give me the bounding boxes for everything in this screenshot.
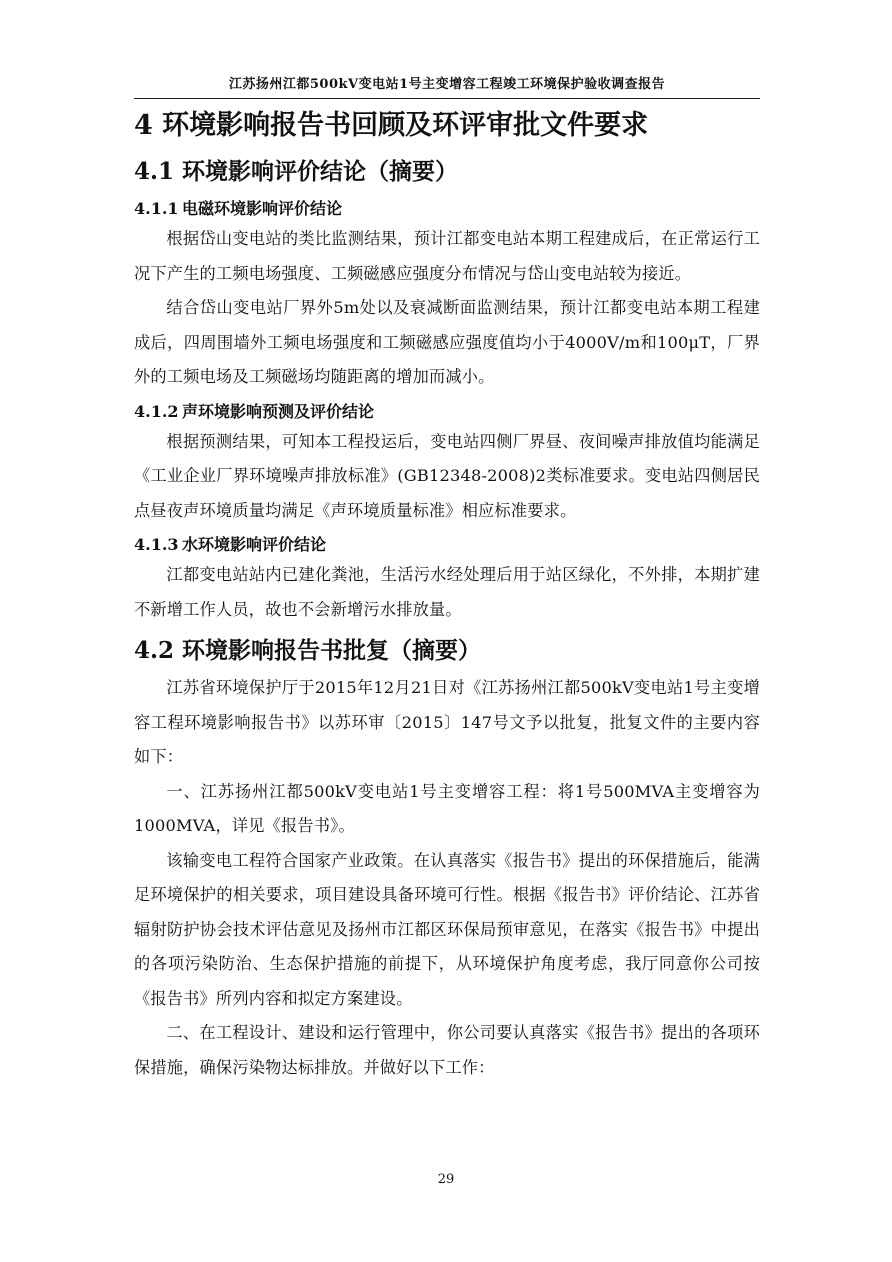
running-header: 江苏扬州江都500kV变电站1号主变增容工程竣工环境保护验收调查报告 xyxy=(228,77,666,92)
paragraph: 二、在工程设计、建设和运行管理中，你公司要认真落实《报告书》提出的各项环保措施，确保污染物达标排放。并做好以下工作： xyxy=(134,1023,760,1077)
subsection-4-1-1-heading xyxy=(134,196,760,222)
subsection-number: 4.1.3 xyxy=(134,535,179,554)
paragraph: 该输变电工程符合国家产业政策。在认真落实《报告书》提出的环保措施后，能满足环境保护的相关要求，项目建设具备环境可行性。根据《报告书》评价结论、江苏省辐射防护协会技术评估意见及扬州市江都区环保局预审意见，在落实《报告书》中提出的各项污染防治、生态保护措施的前提下，从环境保护角度考虑，我厅同意你公司按《报告书》所列内容和拟定方案建设。 xyxy=(134,850,760,1008)
page-body xyxy=(134,104,760,1085)
page-number: 29 xyxy=(437,1172,455,1187)
subsection-4-1-3-heading xyxy=(134,532,760,558)
subsection-title: 水环境影响评价结论 xyxy=(182,535,327,554)
subsection-title: 电磁环境影响评价结论 xyxy=(182,199,343,218)
paragraph: 江苏省环境保护厅于2015年12月21日对《江苏扬州江都500kV变电站1号主变增容工程环境影响报告书》以苏环审〔2015〕147号文予以批复，批复文件的主要内容如下： xyxy=(134,678,760,766)
paragraph: 结合岱山变电站厂界外5m处以及衰减断面监测结果，预计江都变电站本期工程建成后，四周围墙外工频电场强度和工频磁感应强度值均小于4000V/m和100μT，厂界外的工频电场及工频磁场均随距离的增加而减小。 xyxy=(134,298,760,386)
section-4-1-title: 4.1 环境影响评价结论（摘要） xyxy=(134,158,459,185)
paragraph: 一、江苏扬州江都500kV变电站1号主变增容工程：将1号500MVA主变增容为1000MVA，详见《报告书》。 xyxy=(134,781,760,835)
chapter-title: 4 环境影响报告书回顾及环评审批文件要求 xyxy=(134,110,649,141)
subsection-4-1-2-heading xyxy=(134,399,760,425)
subsection-title: 声环境影响预测及评价结论 xyxy=(182,401,375,421)
paragraph: 根据岱山变电站的类比监测结果，预计江都变电站本期工程建成后，在正常运行工况下产生的工频电场强度、工频磁感应强度分布情况与岱山变电站较为接近。 xyxy=(134,229,760,283)
subsection-number: 4.1.2 xyxy=(134,401,179,421)
section-4-2-title: 4.2 环境影响报告书批复（摘要） xyxy=(134,637,482,664)
header-rule xyxy=(134,98,760,99)
paragraph: 江都变电站站内已建化粪池，生活污水经处理后用于站区绿化，不外排，本期扩建不新增工作人员，故也不会新增污水排放量。 xyxy=(134,565,760,619)
subsection-number: 4.1.1 xyxy=(134,199,179,218)
paragraph: 根据预测结果，可知本工程投运后，变电站四侧厂界昼、夜间噪声排放值均能满足《工业企业厂界环境噪声排放标准》(GB12348-2008)2类标准要求。变电站四侧居民点昼夜声环境质量均满足《声环境质量标准》相应标准要求。 xyxy=(134,431,760,520)
